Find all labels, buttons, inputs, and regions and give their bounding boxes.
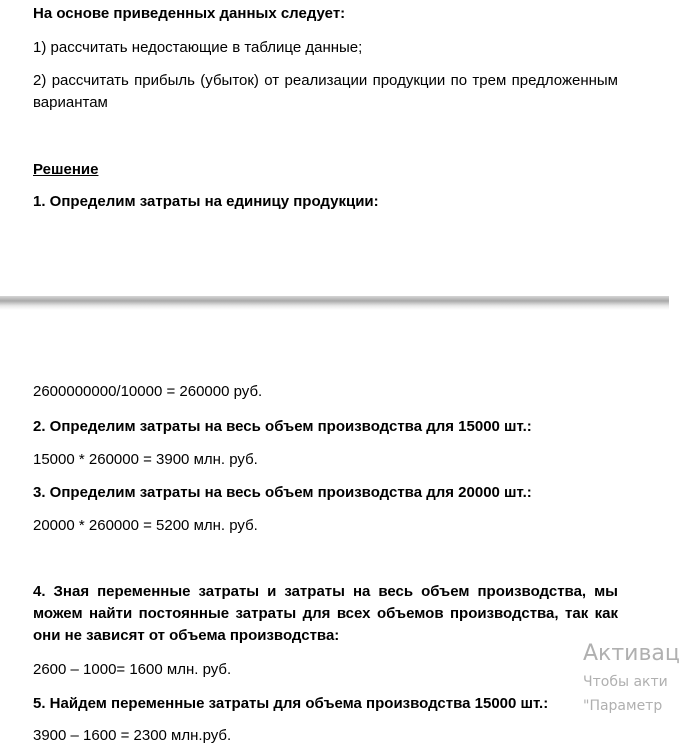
calc-3: 20000 * 260000 = 5200 млн. руб. [33,517,258,534]
step-5-heading: 5. Найдем переменные затраты для объема производства 15000 шт.: [33,695,549,712]
task-item-2: 2) рассчитать прибыль (убыток) от реализации продукции по трем предложенным вариантам [33,72,618,111]
task-item-1: 1) рассчитать недостающие в таблице данные; [33,39,363,56]
page-separator [0,296,669,310]
calc-2: 15000 * 260000 = 3900 млн. руб. [33,451,258,468]
calc-5: 3900 – 1600 = 2300 млн.руб. [33,727,232,744]
step-4-heading: 4. Зная переменные затраты и затраты на весь объем производства, мы можем найти постоянные затраты для всех объемов производства, так как они не зависят от объема производства: [33,583,618,644]
solution-heading: Решение [33,161,99,178]
intro-text: На основе приведенных данных следует: [33,5,346,22]
step-3-heading: 3. Определим затраты на весь объем производства для 20000 шт.: [33,484,532,501]
activation-watermark-title: Активац [583,641,680,666]
calc-1: 2600000000/10000 = 260000 руб. [33,383,263,400]
activation-watermark-line-2: "Параметр [583,698,663,714]
step-1-heading: 1. Определим затраты на единицу продукции: [33,193,379,210]
document-page-top [0,0,669,296]
step-2-heading: 2. Определим затраты на весь объем производства для 15000 шт.: [33,418,532,435]
activation-watermark-line-1: Чтобы акти [583,674,668,690]
calc-4: 2600 – 1000= 1600 млн. руб. [33,661,232,678]
